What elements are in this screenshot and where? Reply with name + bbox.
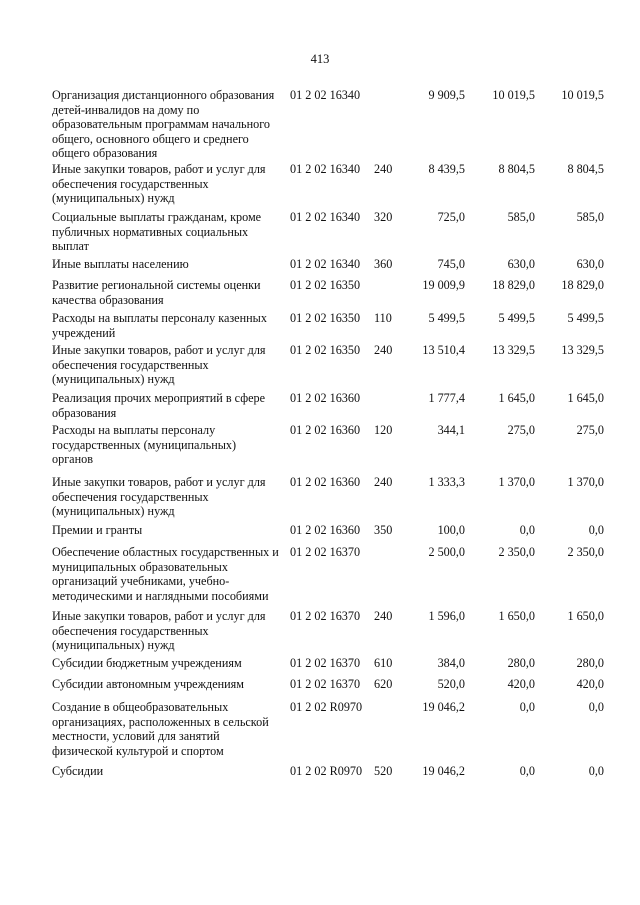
row-name: Развитие региональной системы оценки качества образования (52, 278, 261, 307)
table-row (52, 88, 612, 162)
row-expense-type: 110 (374, 311, 392, 325)
row-value-1: 19 046,2 (422, 700, 465, 714)
row-name: Организация дистанционного образования детей-инвалидов на дому по образовательным программам начального общего, основного общего и среднего общего образования (52, 88, 275, 161)
row-value-1: 1 596,0 (428, 609, 465, 623)
table-row (52, 423, 612, 475)
row-code: 01 2 02 16370 (290, 677, 361, 691)
row-value-1: 19 009,9 (422, 278, 465, 292)
row-value-3: 0,0 (588, 764, 604, 778)
row-expense-type: 350 (374, 523, 393, 537)
row-value-1: 520,0 (437, 677, 465, 691)
row-value-2: 275,0 (507, 423, 535, 437)
row-name: Иные закупки товаров, работ и услуг для обеспечения государственных (муниципальных) нужд (52, 162, 266, 206)
row-value-3: 13 329,5 (561, 343, 604, 357)
row-expense-type: 240 (374, 475, 393, 489)
row-expense-type: 240 (374, 162, 393, 176)
row-code: 01 2 02 16370 (290, 609, 361, 623)
row-value-1: 5 499,5 (428, 311, 465, 325)
table-row (52, 700, 612, 764)
row-value-1: 1 777,4 (428, 391, 465, 405)
row-value-3: 10 019,5 (561, 88, 604, 102)
table-row (52, 278, 612, 311)
table-row (52, 677, 612, 700)
row-value-1: 384,0 (437, 656, 465, 670)
table-row (52, 609, 612, 656)
row-value-1: 100,0 (437, 523, 465, 537)
row-name: Создание в общеобразовательных организациях, расположенных в сельской местности, условий для занятий физической культурой и спортом (52, 700, 269, 758)
row-value-3: 1 650,0 (567, 609, 604, 623)
row-name: Премии и гранты (52, 523, 143, 537)
row-name: Иные выплаты населению (52, 257, 189, 271)
row-code: 01 2 02 16350 (290, 311, 361, 325)
row-name: Иные закупки товаров, работ и услуг для обеспечения государственных (муниципальных) нужд (52, 343, 266, 387)
row-expense-type: 320 (374, 210, 393, 224)
row-value-2: 420,0 (507, 677, 535, 691)
row-name: Иные закупки товаров, работ и услуг для обеспечения государственных (муниципальных) нужд (52, 475, 266, 519)
row-code: 01 2 02 16360 (290, 475, 361, 489)
row-value-3: 2 350,0 (567, 545, 604, 559)
table-row (52, 656, 612, 677)
table-row (52, 764, 612, 784)
row-code: 01 2 02 16340 (290, 210, 361, 224)
row-code: 01 2 02 16360 (290, 523, 361, 537)
table-row (52, 475, 612, 523)
row-value-1: 2 500,0 (428, 545, 465, 559)
table-row (52, 210, 612, 257)
row-value-2: 0,0 (519, 700, 535, 714)
row-expense-type: 240 (374, 343, 393, 357)
table-row (52, 162, 612, 210)
row-value-2: 18 829,0 (492, 278, 535, 292)
row-value-2: 0,0 (519, 764, 535, 778)
row-name: Расходы на выплаты персоналу государственных (муниципальных) органов (52, 423, 237, 467)
row-code: 01 2 02 16360 (290, 391, 361, 405)
row-expense-type: 620 (374, 677, 393, 691)
page-number: 413 (310, 52, 330, 66)
row-code: 01 2 02 16340 (290, 88, 361, 102)
row-value-2: 280,0 (507, 656, 535, 670)
row-expense-type: 520 (374, 764, 393, 778)
row-value-2: 2 350,0 (498, 545, 535, 559)
row-code: 01 2 02 16350 (290, 343, 361, 357)
row-value-3: 0,0 (588, 523, 604, 537)
row-name: Расходы на выплаты персоналу казенных учреждений (52, 311, 267, 340)
row-value-2: 5 499,5 (498, 311, 535, 325)
row-value-1: 725,0 (437, 210, 465, 224)
row-value-1: 745,0 (437, 257, 465, 271)
row-value-3: 18 829,0 (561, 278, 604, 292)
row-expense-type: 120 (374, 423, 393, 437)
budget-table (52, 88, 612, 784)
row-value-1: 1 333,3 (428, 475, 465, 489)
row-code: 01 2 02 R0970 (290, 764, 363, 778)
row-code: 01 2 02 16340 (290, 162, 361, 176)
row-expense-type: 360 (374, 257, 393, 271)
row-value-3: 0,0 (588, 700, 604, 714)
row-name: Субсидии (52, 764, 104, 778)
row-value-3: 585,0 (576, 210, 604, 224)
row-value-1: 19 046,2 (422, 764, 465, 778)
row-name: Иные закупки товаров, работ и услуг для обеспечения государственных (муниципальных) нужд (52, 609, 266, 653)
row-code: 01 2 02 16350 (290, 278, 361, 292)
row-name: Обеспечение областных государственных и муниципальных образовательных организаций учебниками, учебно-методическими и наглядными пособиями (52, 545, 279, 603)
row-code: 01 2 02 16370 (290, 545, 361, 559)
row-value-3: 1 645,0 (567, 391, 604, 405)
row-value-3: 1 370,0 (567, 475, 604, 489)
table-row (52, 257, 612, 278)
row-code: 01 2 02 16360 (290, 423, 361, 437)
row-name: Реализация прочих мероприятий в сфере образования (52, 391, 266, 420)
row-name: Субсидии бюджетным учреждениям (52, 656, 242, 670)
row-value-2: 1 370,0 (498, 475, 535, 489)
row-value-2: 13 329,5 (492, 343, 535, 357)
row-value-2: 585,0 (507, 210, 535, 224)
table-row (52, 545, 612, 609)
row-value-1: 13 510,4 (422, 343, 465, 357)
table-row (52, 343, 612, 391)
row-value-3: 275,0 (576, 423, 604, 437)
row-code: 01 2 02 16370 (290, 656, 361, 670)
row-value-1: 344,1 (437, 423, 465, 437)
row-value-3: 280,0 (576, 656, 604, 670)
row-code: 01 2 02 R0970 (290, 700, 363, 714)
row-name: Социальные выплаты гражданам, кроме публичных нормативных социальных выплат (52, 210, 262, 254)
row-value-1: 9 909,5 (428, 88, 465, 102)
row-value-3: 420,0 (576, 677, 604, 691)
row-value-2: 0,0 (519, 523, 535, 537)
row-name: Субсидии автономным учреждениям (52, 677, 244, 691)
row-expense-type: 240 (374, 609, 393, 623)
row-expense-type: 610 (374, 656, 393, 670)
row-value-3: 8 804,5 (567, 162, 604, 176)
table-row (52, 523, 612, 545)
row-value-2: 8 804,5 (498, 162, 535, 176)
row-value-2: 10 019,5 (492, 88, 535, 102)
table-row (52, 391, 612, 423)
row-value-2: 1 650,0 (498, 609, 535, 623)
row-value-3: 630,0 (576, 257, 604, 271)
table-row (52, 311, 612, 343)
row-value-1: 8 439,5 (428, 162, 465, 176)
row-value-2: 1 645,0 (498, 391, 535, 405)
row-value-2: 630,0 (507, 257, 535, 271)
row-code: 01 2 02 16340 (290, 257, 361, 271)
row-value-3: 5 499,5 (567, 311, 604, 325)
